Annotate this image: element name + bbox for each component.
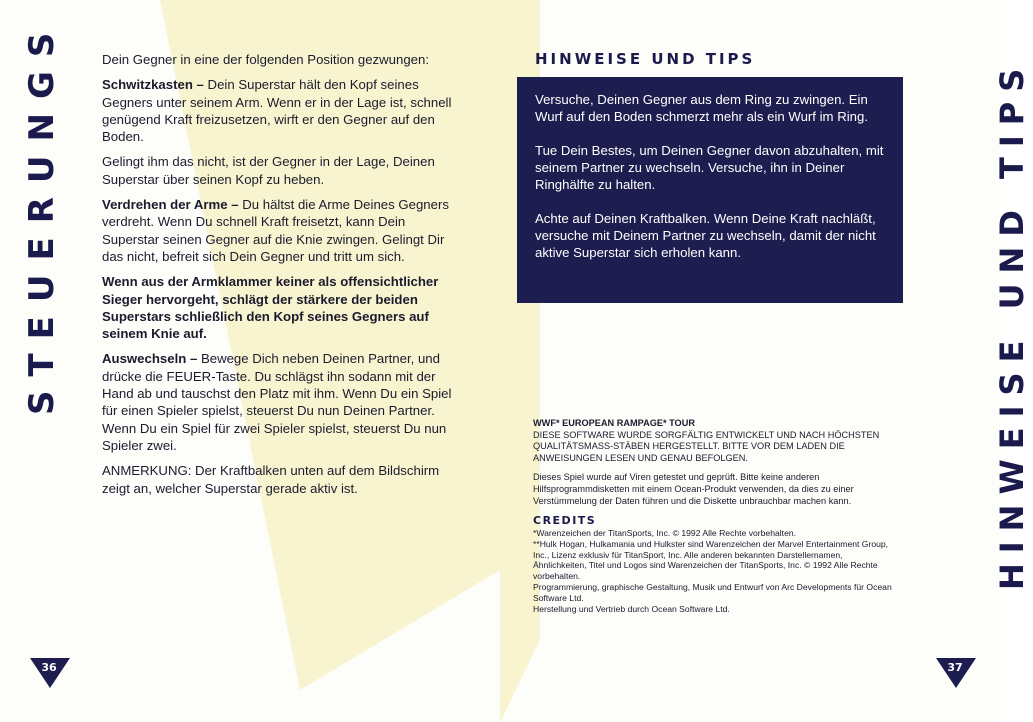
intro-text: Dein Gegner in eine der folgenden Position gezwungen: — [102, 52, 429, 67]
auswechseln-text: Bewege Dich neben Deinen Partner, und drücke die FEUER-Taste. Du schlägst ihn sodann mit der Hand ab und tauschst den Platz mit ihm. Wenn Du ein Spiel für einen Spieler spielst, steuerst Du nun Deinen Partner. Wenn Du ein Spiel für zwei Spieler spielst, steuerst Du nun Spieler zwei. — [102, 351, 452, 453]
virus-note: Dieses Spiel wurde auf Viren getestet und geprüft. Bitte keine anderen Hilfsprogrammdisketten mit einem Ocean-Produkt verwenden, da dies zu einer Verstümmelung der Daten führen und die Diskette unbrauchbar machen kann. — [533, 472, 854, 506]
verdrehen-term: Verdrehen der Arme – — [102, 197, 239, 213]
armklammer-text: Wenn aus der Armklammer keiner als offensichtlicher Sieger hervorgeht, schlägt der stärkere der beiden Superstars schließlich den Kopf seines Gegners auf seinem Knie auf. — [102, 274, 439, 342]
left-page — [0, 0, 500, 722]
page-number-badge-left — [30, 658, 70, 688]
credits-line: Herstellung und Vertrieb durch Ocean Software Ltd. — [533, 604, 730, 615]
tip-item: Tue Dein Bestes, um Deinen Gegner davon abzuhalten, mit seinem Partner zu wechseln. Versuche, ihn in Deiner Ringhälfte zu halten. — [535, 143, 884, 192]
tip-item: Achte auf Deinen Kraftbalken. Wenn Deine Kraft nachläßt, versuche mit Deinem Partner zu wechseln, damit der nicht aktive Superstar sich erholen kann. — [535, 211, 876, 260]
verdrehen-text: Du hältst die Arme Deines Gegners verdreht. Wenn Du schnell Kraft freisetzt, kann Dein Superstar seinen Gegner auf die Knie zwingen. Gelingt Dir das nicht, befreit sich Dein Gegner und tritt um sich. — [102, 197, 449, 264]
credits-body — [533, 528, 893, 615]
side-title-steuerungs: STEUERUNGS — [22, 18, 62, 415]
right-page — [500, 0, 1031, 722]
controls-text — [102, 51, 462, 505]
credits-line: Programmierung, graphische Gestaltung, Musik und Entwurf von Arc Developments für Ocean Software Ltd. — [533, 582, 892, 604]
anmerkung-text: ANMERKUNG: Der Kraftbalken unten auf dem Bildschirm zeigt an, welcher Superstar gerade aktiv ist. — [102, 463, 440, 496]
page-number-badge-right — [936, 658, 976, 688]
tips-heading: HINWEISE UND TIPS — [535, 50, 756, 68]
tip-item: Versuche, Deinen Gegner aus dem Ring zu zwingen. Ein Wurf auf den Boden schmerzt mehr als ein Wurf im Ring. — [535, 92, 868, 124]
side-title-hinweise-und-tips: HINWEISE UND TIPS — [993, 58, 1031, 590]
auswechseln-term: Auswechseln – — [102, 351, 198, 367]
schwitzkasten-term: Schwitzkasten – — [102, 77, 204, 93]
legal-title: WWF* EUROPEAN RAMPAGE* TOUR — [533, 418, 695, 428]
schwitzkasten-paragraph — [102, 76, 462, 145]
tips-box — [517, 77, 903, 303]
page-number-left: 36 — [41, 661, 57, 674]
credits-heading: CREDITS — [533, 514, 597, 528]
armklammer-paragraph — [102, 273, 462, 342]
credits-line: **Hulk Hogan, Hulkamania und Hulkster sind Warenzeichen der Marvel Entertainment Group, Inc., Lizenz exklusiv für TitanSport, Inc. Alle anderen bekannten Darstellernamen, Ähnlichkeiten, Titel und Logos sind Warenzeichen der TitanSports, Inc. © 1992 Alle Rechte vorbehalten. — [533, 538, 889, 582]
verdrehen-paragraph — [102, 196, 462, 265]
page-number-right: 37 — [947, 661, 963, 674]
legal-section — [533, 418, 893, 615]
auswechseln-paragraph — [102, 350, 462, 454]
schwitzkasten-text: Dein Superstar hält den Kopf seines Gegners unter seinem Arm. Wenn er in der Lage ist, schnell genügend Kraft freizusetzen, wirft er den Gegner auf den Boden. — [102, 77, 452, 145]
legal-block — [533, 418, 893, 464]
credits-line: *Warenzeichen der TitanSports, Inc. © 1992 Alle Rechte vorbehalten. — [533, 527, 797, 538]
schwitzkasten-fail-text: Gelingt ihm das nicht, ist der Gegner in der Lage, Deinen Superstar über seinen Kopf zu heben. — [102, 154, 435, 187]
legal-notice: DIESE SOFTWARE WURDE SORGFÄLTIG ENTWICKELT UND NACH HÖCHSTEN QUALITÄTSMASS-STÄBEN HERGESTELLT. BITTE VOR DEM LADEN DIE ANWEISUNGEN LESEN UND GENAU BEFOLGEN. — [533, 429, 880, 463]
